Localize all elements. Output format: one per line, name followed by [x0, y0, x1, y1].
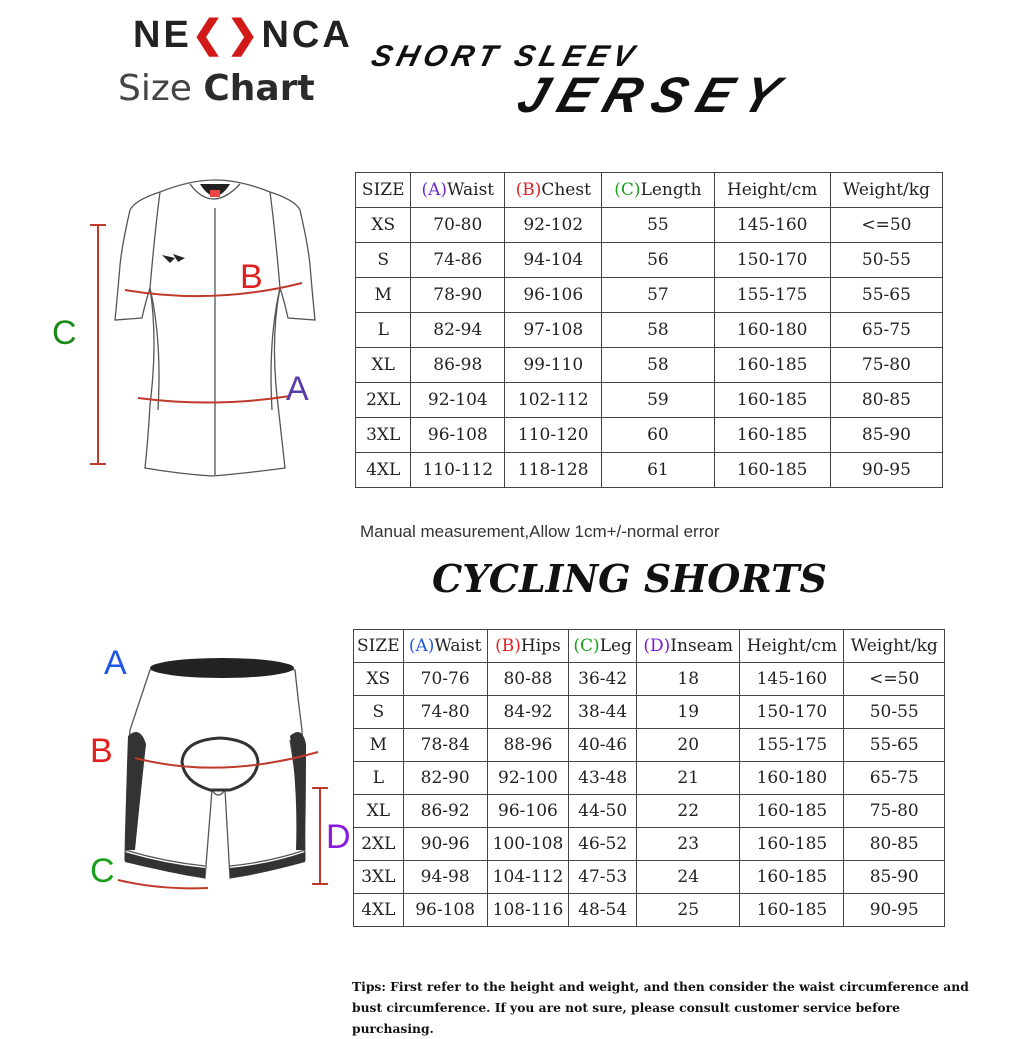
column-header-text: Leg [599, 636, 632, 656]
jersey-outline [115, 180, 315, 476]
column-header-text: SIZE [357, 636, 400, 656]
table-cell: M [356, 278, 411, 313]
table-cell: 86-98 [411, 348, 505, 383]
table-cell: 59 [602, 383, 714, 418]
waistband [150, 658, 294, 678]
table-cell: 70-80 [411, 208, 505, 243]
table-cell: 38-44 [569, 696, 637, 729]
table-cell: 50-55 [830, 243, 942, 278]
column-header-text: Waist [447, 180, 495, 200]
column-header [569, 630, 637, 663]
table-cell: 21 [637, 762, 740, 795]
table-row [356, 313, 943, 348]
column-header [844, 630, 945, 663]
column-header [356, 173, 411, 208]
table-cell: L [354, 762, 404, 795]
table-cell: 80-88 [487, 663, 569, 696]
column-header [740, 630, 844, 663]
table-cell: 90-96 [403, 828, 487, 861]
table-cell: 78-84 [403, 729, 487, 762]
table-cell: S [356, 243, 411, 278]
table-cell: 65-75 [830, 313, 942, 348]
table-cell: 97-108 [505, 313, 602, 348]
table-cell: 90-95 [844, 894, 945, 927]
table-cell: 155-175 [714, 278, 830, 313]
column-header-text: Length [640, 180, 702, 200]
column-header-prefix: (D) [643, 636, 671, 656]
table-row [354, 894, 945, 927]
table-cell: <=50 [844, 663, 945, 696]
jersey-waist-label: A [286, 370, 309, 408]
column-header-text: Inseam [670, 636, 734, 656]
brand-name-part: NE [133, 14, 192, 56]
table-row [354, 762, 945, 795]
table-cell: 4XL [356, 453, 411, 488]
table-cell: 82-94 [411, 313, 505, 348]
column-header-prefix: (C) [573, 636, 600, 656]
table-cell: 85-90 [844, 861, 945, 894]
table-cell: 4XL [354, 894, 404, 927]
size-chart-title [118, 68, 315, 109]
column-header-text: Chest [541, 180, 591, 200]
table-cell: 25 [637, 894, 740, 927]
table-cell: 145-160 [714, 208, 830, 243]
table-row [354, 861, 945, 894]
table-cell: 3XL [354, 861, 404, 894]
column-header-text: Height/cm [746, 636, 838, 656]
table-cell: 40-46 [569, 729, 637, 762]
table-cell: 92-102 [505, 208, 602, 243]
column-header [487, 630, 569, 663]
table-cell: 96-108 [403, 894, 487, 927]
table-cell: 65-75 [844, 762, 945, 795]
table-row [354, 828, 945, 861]
table-cell: 19 [637, 696, 740, 729]
shorts-title: CYCLING SHORTS [432, 556, 827, 601]
table-cell: 43-48 [569, 762, 637, 795]
table-row [356, 278, 943, 313]
column-header-prefix: (B) [495, 636, 521, 656]
table-cell: 96-106 [487, 795, 569, 828]
table-cell: XL [356, 348, 411, 383]
table-cell: 90-95 [830, 453, 942, 488]
jersey-title: JERSEY [510, 67, 799, 123]
table-cell: 160-185 [740, 894, 844, 927]
table-row [354, 795, 945, 828]
column-header [505, 173, 602, 208]
table-cell: L [356, 313, 411, 348]
table-cell: 160-185 [740, 828, 844, 861]
table-row [356, 418, 943, 453]
table-cell: 23 [637, 828, 740, 861]
shorts-leg-label: C [90, 852, 115, 890]
table-cell: 102-112 [505, 383, 602, 418]
table-header-row [356, 173, 943, 208]
column-header [830, 173, 942, 208]
table-row [354, 696, 945, 729]
table-cell: XS [354, 663, 404, 696]
column-header [602, 173, 714, 208]
table-cell: 160-185 [740, 861, 844, 894]
leg-measure-line [118, 880, 208, 888]
table-cell: 78-90 [411, 278, 505, 313]
jersey-subtitle: SHORT SLEEV [368, 40, 643, 73]
table-cell: 58 [602, 348, 714, 383]
table-cell: 47-53 [569, 861, 637, 894]
column-header-text: SIZE [361, 180, 405, 200]
table-cell: 100-108 [487, 828, 569, 861]
table-cell: 24 [637, 861, 740, 894]
table-cell: 75-80 [830, 348, 942, 383]
table-cell: 58 [602, 313, 714, 348]
table-row [354, 663, 945, 696]
jersey-chest-label: B [240, 258, 263, 296]
table-cell: 60 [602, 418, 714, 453]
table-cell: 155-175 [740, 729, 844, 762]
table-row [354, 729, 945, 762]
table-cell: 18 [637, 663, 740, 696]
measurement-note: Manual measurement,Allow 1cm+/-normal error [360, 522, 720, 541]
table-cell: 96-108 [411, 418, 505, 453]
shorts-inseam-label: D [326, 818, 351, 856]
table-cell: 150-170 [740, 696, 844, 729]
table-cell: 80-85 [830, 383, 942, 418]
table-cell: 44-50 [569, 795, 637, 828]
table-cell: 88-96 [487, 729, 569, 762]
tips-text: Tips: First refer to the height and weight, and then consider the waist circumference and bust circumference. If you are not sure, please consult customer service before purchasing. [352, 979, 969, 1036]
table-cell: 70-76 [403, 663, 487, 696]
table-cell: 104-112 [487, 861, 569, 894]
table-row [356, 348, 943, 383]
column-header [354, 630, 404, 663]
table-cell: <=50 [830, 208, 942, 243]
table-cell: 160-185 [740, 795, 844, 828]
table-cell: 150-170 [714, 243, 830, 278]
shorts-waist-label: A [104, 644, 127, 682]
table-cell: 46-52 [569, 828, 637, 861]
table-cell: 56 [602, 243, 714, 278]
jersey-size-table [355, 172, 943, 488]
shorts-hips-label: B [90, 732, 113, 770]
table-cell: 55-65 [830, 278, 942, 313]
table-cell: 50-55 [844, 696, 945, 729]
size-word: Size [118, 68, 192, 109]
table-cell: 118-128 [505, 453, 602, 488]
column-header [411, 173, 505, 208]
table-cell: 160-185 [714, 383, 830, 418]
table-cell: 108-116 [487, 894, 569, 927]
table-cell: 84-92 [487, 696, 569, 729]
table-cell: 160-185 [714, 348, 830, 383]
column-header-prefix: (B) [515, 180, 542, 200]
table-cell: 61 [602, 453, 714, 488]
table-cell: 48-54 [569, 894, 637, 927]
column-header [403, 630, 487, 663]
brand-name-part: NCA [261, 14, 353, 56]
table-cell: 110-120 [505, 418, 602, 453]
jersey-length-label: C [52, 314, 77, 352]
table-cell: 2XL [354, 828, 404, 861]
table-cell: 92-100 [487, 762, 569, 795]
table-row [356, 208, 943, 243]
jersey-diagram [40, 170, 350, 490]
table-row [356, 383, 943, 418]
table-cell: 86-92 [403, 795, 487, 828]
table-cell: 2XL [356, 383, 411, 418]
table-cell: 20 [637, 729, 740, 762]
table-cell: 74-86 [411, 243, 505, 278]
table-cell: XL [354, 795, 404, 828]
table-cell: 85-90 [830, 418, 942, 453]
table-cell: 92-104 [411, 383, 505, 418]
table-cell: M [354, 729, 404, 762]
column-header [714, 173, 830, 208]
table-cell: 3XL [356, 418, 411, 453]
table-row [356, 243, 943, 278]
column-header-prefix: (C) [614, 180, 641, 200]
column-header [637, 630, 740, 663]
table-cell: XS [356, 208, 411, 243]
label-tag [210, 190, 220, 197]
table-cell: 94-98 [403, 861, 487, 894]
table-cell: 145-160 [740, 663, 844, 696]
table-cell: 160-185 [714, 418, 830, 453]
table-cell: 57 [602, 278, 714, 313]
column-header-text: Height/cm [726, 180, 818, 200]
table-cell: 82-90 [403, 762, 487, 795]
brand-logo [133, 12, 353, 57]
table-cell: 36-42 [569, 663, 637, 696]
table-cell: 75-80 [844, 795, 945, 828]
table-cell: 99-110 [505, 348, 602, 383]
table-cell: 22 [637, 795, 740, 828]
table-cell: S [354, 696, 404, 729]
chart-word: Chart [203, 68, 315, 109]
chamois-pad [182, 738, 258, 790]
table-cell: 55 [602, 208, 714, 243]
brand-logo-mark: ❮❯ [191, 14, 262, 56]
column-header-text: Weight/kg [842, 180, 930, 200]
table-row [356, 453, 943, 488]
shorts-size-table [353, 629, 945, 927]
table-cell: 80-85 [844, 828, 945, 861]
table-cell: 110-112 [411, 453, 505, 488]
table-cell: 160-185 [714, 453, 830, 488]
table-header-row [354, 630, 945, 663]
table-cell: 94-104 [505, 243, 602, 278]
column-header-prefix: (A) [408, 636, 435, 656]
table-cell: 96-106 [505, 278, 602, 313]
table-cell: 74-80 [403, 696, 487, 729]
table-cell: 160-180 [714, 313, 830, 348]
column-header-text: Hips [520, 636, 561, 656]
column-header-text: Waist [434, 636, 482, 656]
column-header-prefix: (A) [421, 180, 448, 200]
table-cell: 55-65 [844, 729, 945, 762]
column-header-text: Weight/kg [850, 636, 938, 656]
table-cell: 160-180 [740, 762, 844, 795]
